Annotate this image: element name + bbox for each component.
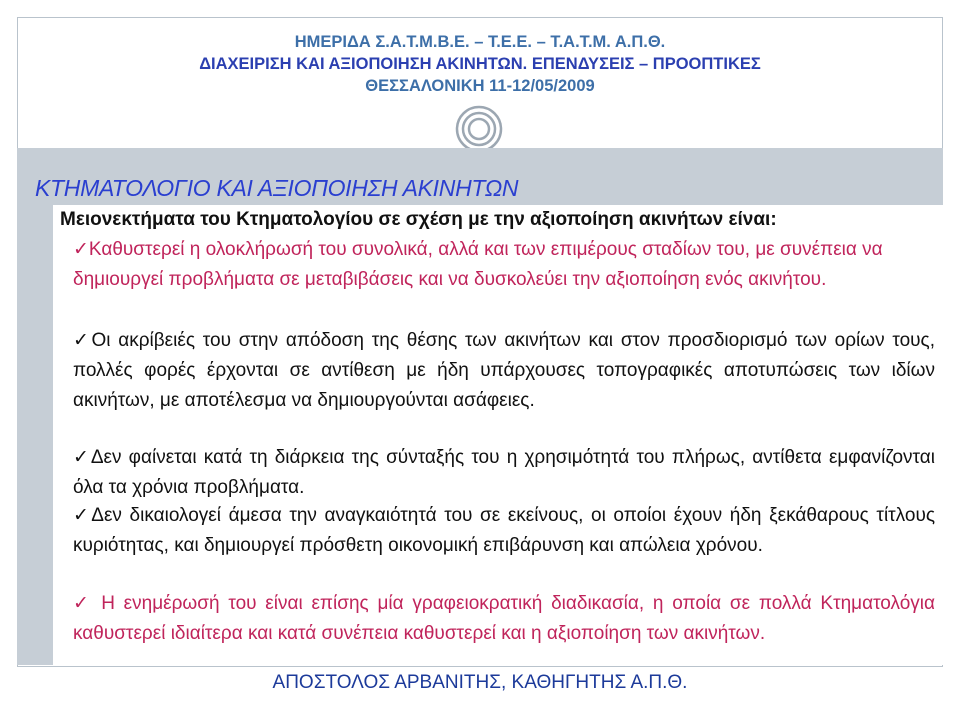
bullet-item [73,326,935,416]
bullet-item [73,235,935,295]
check-icon: ✓ [73,593,93,614]
header-event-line: ΗΜΕΡΙΔΑ Σ.Α.Τ.Μ.Β.Ε. – Τ.Ε.Ε. – Τ.Α.Τ.Μ. Α.Π.Θ. [294,33,666,51]
check-icon: ✓ [73,447,91,468]
bullet-item [73,589,935,665]
bullet-text: Δεν δικαιολογεί άμεσα την αναγκαιότητά του σε εκείνους, οι οποίοι έχουν ήδη ξεκάθαρους τίτλους κυριότητας, και δημιουργεί πρόσθετη οικονομική επιβάρυνση και απώλεια χρόνου. [73,505,935,556]
bullet-text: Οι ακρίβειές του στην απόδοση της θέσης των ακινήτων και στον προσδιορισμό των ορίων τους, πολλές φορές έρχονται σε αντίθεση με ήδη υπάρχουσες τοπογραφικές αποτυπώσεις των ιδίων ακινήτων, με αποτέλεσμα να δημιουργούνται ασάφειες. [73,330,935,411]
header-topic-line: ΔΙΑΧΕΙΡΙΣΗ ΚΑΙ ΑΞΙΟΠΟΙΗΣΗ ΑΚΙΝΗΤΩΝ. ΕΠΕΝΔΥΣΕΙΣ – ΠΡΟΟΠΤΙΚΕΣ [199,55,761,73]
bullet-item [73,501,935,561]
bullet-text: Δεν φαίνεται κατά τη διάρκεια της σύνταξής του η χρησιμότητά του πλήρως, αντίθετα εμφανίζονται όλα τα χρόνια προβλήματα. [73,447,935,498]
slide-header [0,31,960,97]
footer-author: ΑΠΟΣΤΟΛΟΣ ΑΡΒΑΝΙΤΗΣ, ΚΑΘΗΓΗΤΗΣ Α.Π.Θ. [272,672,688,693]
check-icon: ✓ [73,330,92,351]
check-icon: ✓ [73,239,89,260]
bullet-item [73,443,935,503]
header-date-line: ΘΕΣΣΑΛΟΝΙΚΗ 11-12/05/2009 [365,77,595,95]
university-logo-icon [455,105,503,153]
check-icon: ✓ [73,505,92,526]
bullet-text: Καθυστερεί η ολοκλήρωσή του συνολικά, αλλά και των επιμέρους σταδίων του, με συνέπεια να δημιουργεί προβλήματα σε μεταβιβάσεις και να δυσκολεύει την αξιοποίηση ενός ακινήτου. [73,239,883,290]
intro-text: Μειονεκτήματα του Κτηματολογίου σε σχέση με την αξιοποίηση ακινήτων είναι: [60,209,777,230]
bullet-text: Η ενημέρωσή του είναι επίσης μία γραφειοκρατική διαδικασία, η οποία σε πολλά Κτηματολόγια καθυστερεί ιδιαίτερα και κατά συνέπεια καθυστερεί και η αξιοποίηση των ακινήτων. [73,593,935,644]
section-title: ΚΤΗΜΑΤΟΛΟΓΙΟ ΚΑΙ ΑΞΙΟΠΟΙΗΣΗ ΑΚΙΝΗΤΩΝ [35,175,519,201]
